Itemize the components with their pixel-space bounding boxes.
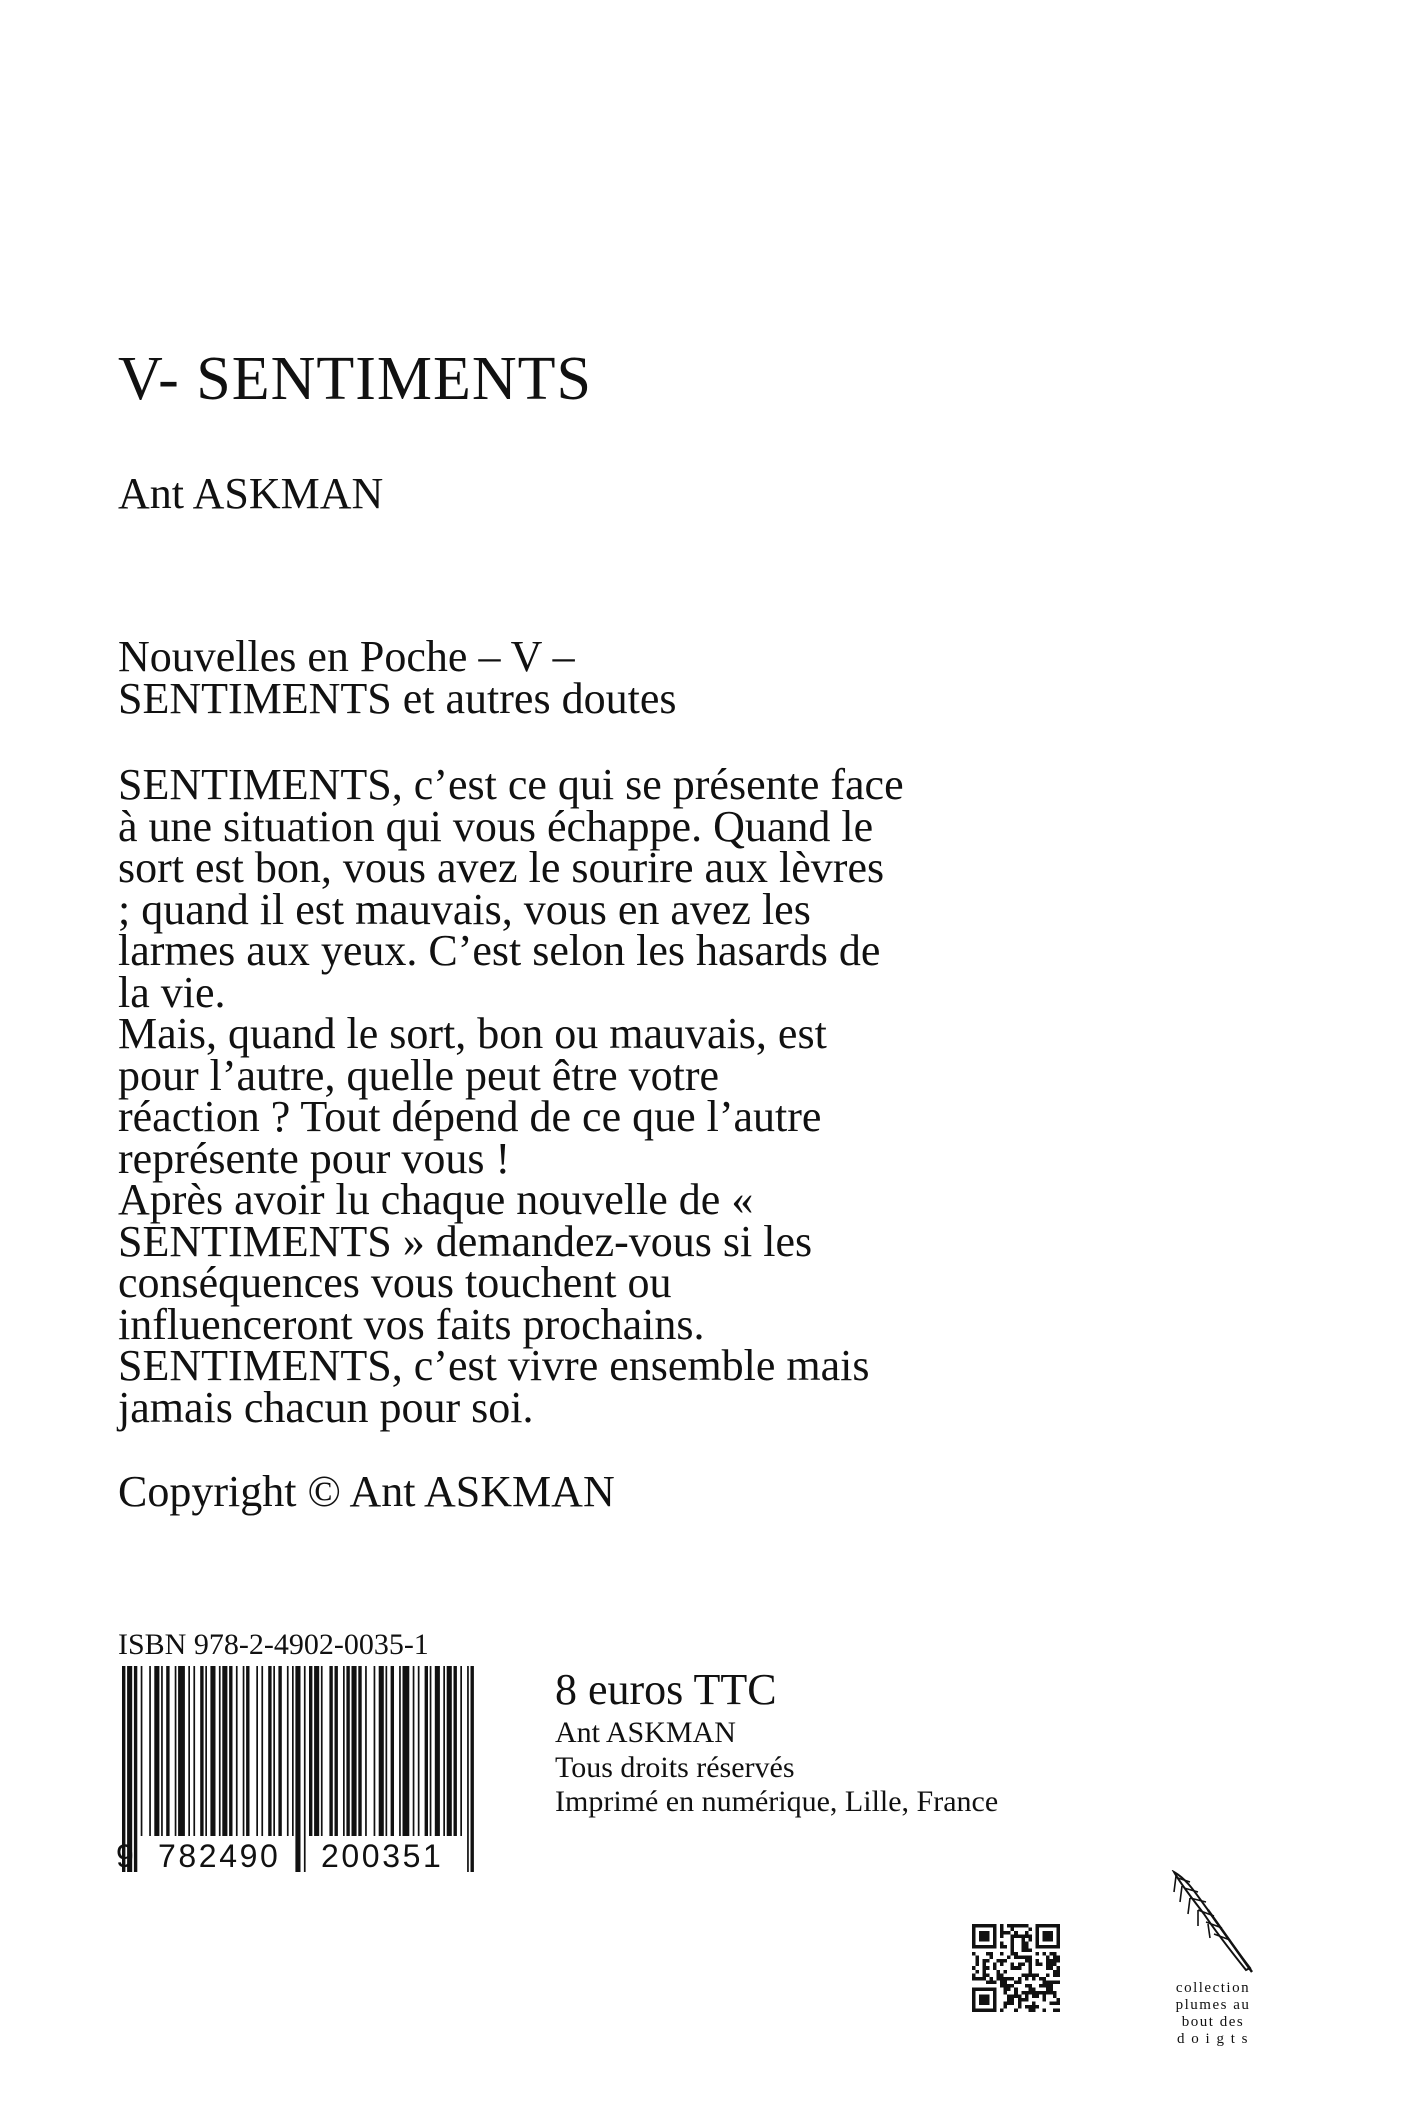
blurb-line: la vie. xyxy=(118,967,226,1017)
barcode-bar xyxy=(141,1666,143,1836)
blurb-line: SENTIMENTS, c’est ce qui se présente face xyxy=(118,760,904,809)
series-line xyxy=(118,632,677,723)
barcode-bar xyxy=(358,1666,361,1836)
series-line-2: SENTIMENTS et autres doutes xyxy=(118,674,677,723)
barcode-bar xyxy=(246,1666,249,1836)
barcode-bar xyxy=(403,1666,410,1836)
barcode-bar xyxy=(154,1666,159,1836)
barcode-bar xyxy=(352,1666,357,1836)
series-line-1: Nouvelles en Poche – V – xyxy=(118,632,575,681)
barcode-bar xyxy=(425,1666,428,1836)
barcode-bar xyxy=(188,1666,190,1836)
collection-logo-text xyxy=(1150,1980,1276,2048)
barcode-bar xyxy=(413,1666,415,1836)
barcode-bar xyxy=(365,1666,367,1836)
collection-line: bout des xyxy=(1181,2014,1245,2030)
barcode-bar xyxy=(343,1666,345,1836)
feather-icon xyxy=(1168,1870,1258,1974)
blurb-line: ; quand il est mauvais, vous en avez les xyxy=(118,884,811,934)
blurb-line: Mais, quand le sort, bon ou mauvais, est xyxy=(118,1009,827,1058)
blurb-line: jamais chacun pour soi. xyxy=(118,1382,534,1432)
barcode-bar xyxy=(418,1666,420,1836)
barcode-bar xyxy=(309,1666,312,1836)
barcode-bar xyxy=(134,1666,137,1872)
barcode-bar xyxy=(200,1666,203,1836)
barcode-bar xyxy=(261,1666,263,1836)
qr-code-icon xyxy=(972,1924,1060,2012)
barcode-bar xyxy=(166,1666,169,1836)
info-print: Imprimé en numérique, Lille, France xyxy=(555,1785,999,1818)
barcode-bar xyxy=(175,1666,177,1836)
blurb-line: larmes aux yeux. C’est selon les hasards de xyxy=(118,926,881,975)
barcode-bar xyxy=(161,1666,163,1836)
barcode-digit-first: 9 xyxy=(116,1838,134,1874)
barcode-digits-left: 782490 xyxy=(158,1838,281,1874)
publisher-info xyxy=(555,1716,998,1820)
blurb-line: représente pour vous ! xyxy=(118,1133,511,1183)
barcode-bar xyxy=(386,1666,388,1836)
barcode-digits-right: 200351 xyxy=(321,1838,444,1874)
barcode-bar xyxy=(295,1666,300,1872)
barcode-bar xyxy=(273,1666,275,1836)
barcode-bar xyxy=(210,1666,215,1836)
barcode-bar xyxy=(399,1666,401,1836)
barcode-bar xyxy=(193,1666,195,1836)
collection-line: collection xyxy=(1175,1980,1251,1996)
barcode-bar xyxy=(205,1666,207,1836)
book-title: V- SENTIMENTS xyxy=(118,345,593,413)
barcode-bar xyxy=(268,1666,271,1836)
barcode-bar xyxy=(178,1666,185,1836)
info-rights: Tous droits réservés xyxy=(555,1750,795,1784)
collection-line: plumes au xyxy=(1175,1997,1251,2013)
book-author: Ant ASKMAN xyxy=(118,469,384,518)
barcode-bar xyxy=(314,1666,319,1836)
barcode-bar xyxy=(374,1666,376,1836)
barcode-bar xyxy=(219,1666,221,1836)
blurb-line: Après avoir lu chaque nouvelle de « xyxy=(118,1175,754,1224)
price: 8 euros TTC xyxy=(555,1665,777,1714)
barcode-bar xyxy=(236,1666,238,1836)
barcode-bar xyxy=(292,1666,294,1836)
barcode-bar xyxy=(447,1666,452,1836)
blurb-line: influenceront vos faits prochains. xyxy=(118,1299,705,1349)
barcode-bar xyxy=(335,1666,338,1836)
isbn-label: ISBN 978-2-4902-0035-1 xyxy=(118,1628,429,1661)
barcode-bar xyxy=(149,1666,151,1836)
barcode-bar xyxy=(304,1666,306,1872)
blurb-line: SENTIMENTS » demandez-vous si les xyxy=(118,1216,813,1266)
barcode-bar xyxy=(321,1666,323,1836)
barcode-bar xyxy=(430,1666,432,1836)
collection-line: d o i g t s xyxy=(1177,2031,1249,2047)
info-author: Ant ASKMAN xyxy=(555,1716,736,1749)
barcode-bar xyxy=(435,1666,440,1836)
barcode-bar xyxy=(243,1666,245,1836)
blurb-line: conséquences vous touchent ou xyxy=(118,1258,672,1307)
barcode-bar xyxy=(329,1666,332,1836)
barcode-bar xyxy=(287,1666,289,1836)
blurb xyxy=(118,760,1078,1432)
barcode-bar xyxy=(460,1666,462,1836)
barcode-bar xyxy=(467,1666,469,1872)
copyright: Copyright © Ant ASKMAN xyxy=(118,1467,615,1516)
barcode-bar xyxy=(346,1666,349,1836)
barcode-bar xyxy=(471,1666,474,1872)
barcode-bar xyxy=(229,1666,232,1836)
barcode-bar xyxy=(391,1666,394,1836)
barcode-bar xyxy=(443,1666,445,1836)
barcode-bar xyxy=(278,1666,281,1836)
blurb-line: pour l’autre, quelle peut être votre xyxy=(118,1050,720,1100)
blurb-line: réaction ? Tout dépend de ce que l’autre xyxy=(118,1092,822,1141)
barcode-bar xyxy=(222,1666,227,1836)
barcode-bar xyxy=(454,1666,457,1836)
blurb-line: à une situation qui vous échappe. Quand le xyxy=(118,801,874,851)
barcode-bar xyxy=(256,1666,258,1836)
blurb-line: SENTIMENTS, c’est vivre ensemble mais xyxy=(118,1341,870,1390)
blurb-line: sort est bon, vous avez le sourire aux lèvres xyxy=(118,843,885,892)
barcode-bar xyxy=(379,1666,384,1836)
